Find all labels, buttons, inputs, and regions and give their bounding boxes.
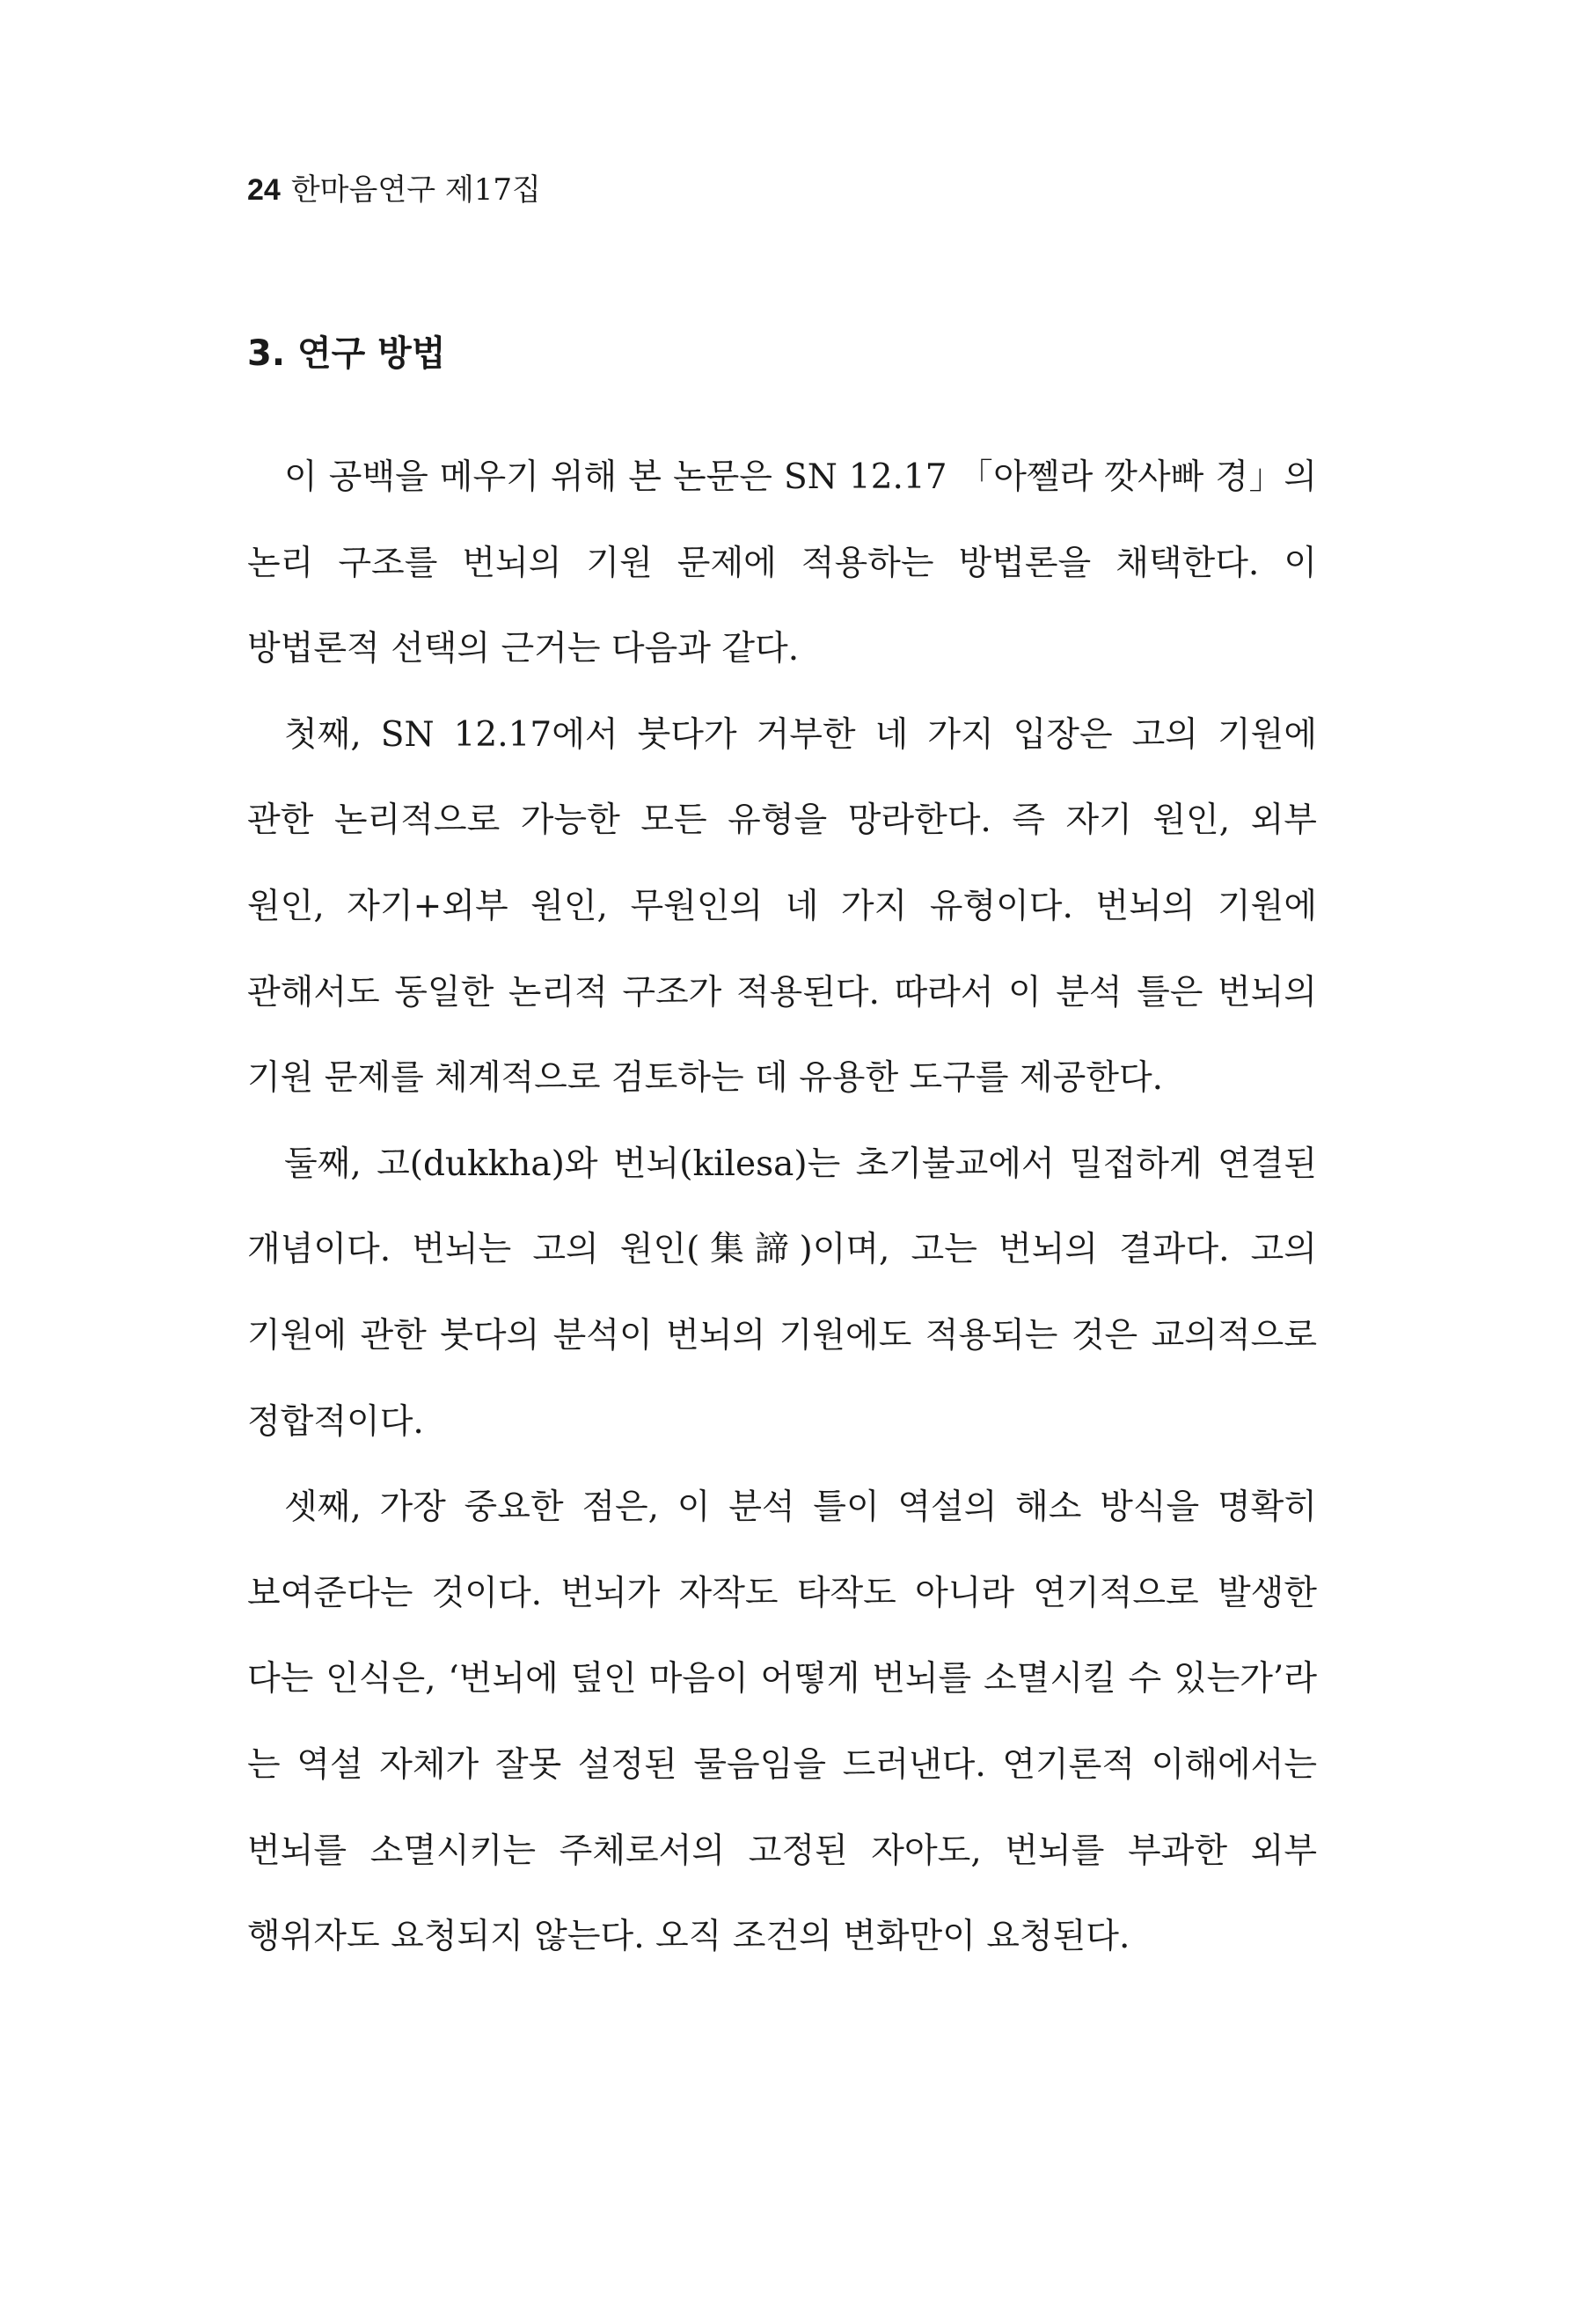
text-line: 정합적이다. <box>247 1401 424 1442</box>
running-header <box>247 170 541 210</box>
text-line: 기원에 관한 붓다의 분석이 번뇌의 기원에도 적용되는 것은 교의적으로 <box>247 1315 1317 1356</box>
text-line: 행위자도 요청되지 않는다. 오직 조건의 변화만이 요청된다. <box>247 1917 1130 1957</box>
section-heading: 3. 연구 방법 <box>247 333 446 374</box>
text-line: 원인, 자기+외부 원인, 무원인의 네 가지 유형이다. 번뇌의 기원에 <box>247 886 1317 926</box>
text-line: 이 공백을 메우기 위해 본 논문은 SN 12.17 「아쩰라 깟사빠 경」의 <box>284 457 1317 497</box>
journal-title: 한마음연구 제17집 <box>290 172 541 208</box>
text-line: 방법론적 선택의 근거는 다음과 같다. <box>247 629 800 669</box>
text-line: 다는 인식은, ‘번뇌에 덮인 마음이 어떻게 번뇌를 소멸시킬 수 있는가’라 <box>247 1659 1317 1699</box>
text-line: 첫째, SN 12.17에서 붓다가 거부한 네 가지 입장은 고의 기원에 <box>284 714 1317 755</box>
text-line: 둘째, 고(dukkha)와 번뇌(kilesa)는 초기불교에서 밀접하게 연결된 <box>284 1144 1317 1184</box>
page-number: 24 <box>247 173 281 207</box>
text-line: 관한 논리적으로 가능한 모든 유형을 망라한다. 즉 자기 원인, 외부 <box>247 800 1317 841</box>
text-line: 셋째, 가장 중요한 점은, 이 분석 틀이 역설의 해소 방식을 명확히 <box>284 1487 1317 1528</box>
text-line: 논리 구조를 번뇌의 기원 문제에 적용하는 방법론을 채택한다. 이 <box>247 543 1317 583</box>
text-line: 관해서도 동일한 논리적 구조가 적용된다. 따라서 이 분석 틀은 번뇌의 <box>247 972 1317 1012</box>
text-line: 보여준다는 것이다. 번뇌가 자작도 타작도 아니라 연기적으로 발생한 <box>247 1573 1317 1613</box>
body-text <box>247 435 1317 1980</box>
text-line: 는 역설 자체가 잘못 설정된 물음임을 드러낸다. 연기론적 이해에서는 <box>247 1744 1317 1785</box>
text-line: 개념이다. 번뇌는 고의 원인(集諦)이며, 고는 번뇌의 결과다. 고의 <box>247 1230 1317 1270</box>
text-line: 기원 문제를 체계적으로 검토하는 데 유용한 도구를 제공한다. <box>247 1058 1164 1099</box>
text-line: 번뇌를 소멸시키는 주체로서의 고정된 자아도, 번뇌를 부과한 외부 <box>247 1831 1317 1871</box>
